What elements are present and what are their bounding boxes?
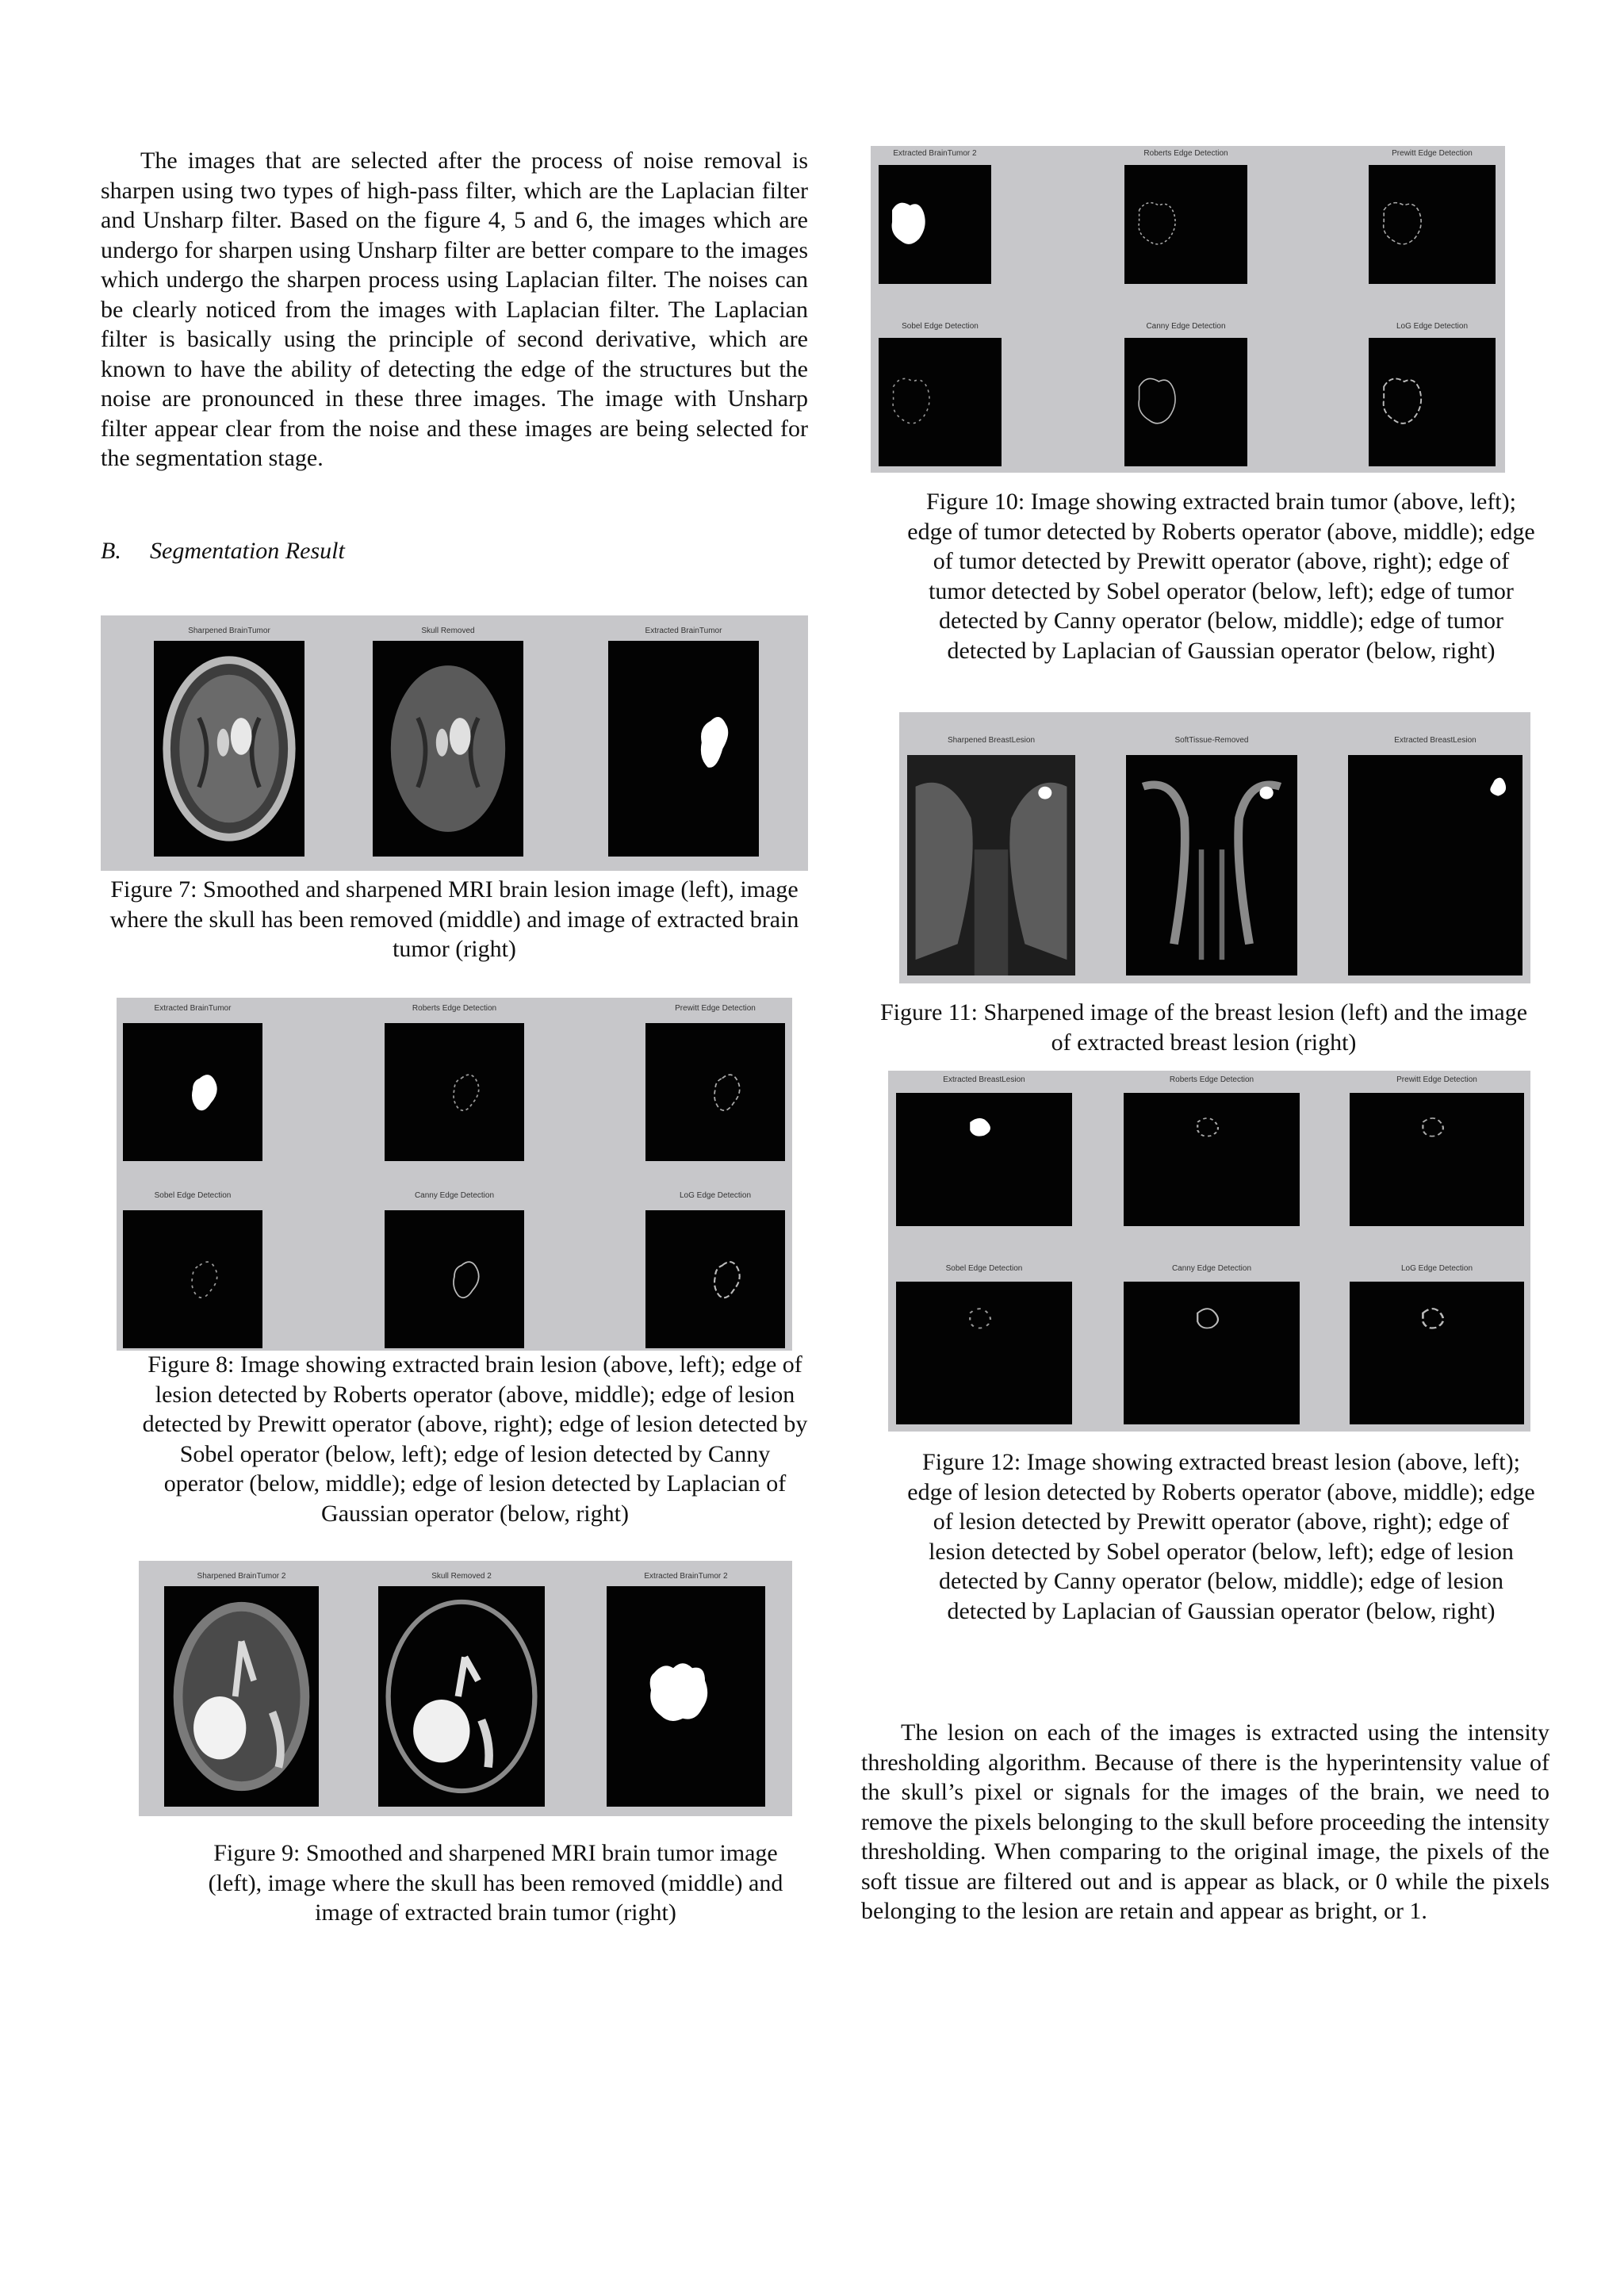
section-title: Segmentation Result xyxy=(150,538,345,564)
fig12-panel-extracted xyxy=(896,1075,1072,1226)
extracted-lesion-image xyxy=(123,1023,262,1161)
fig10-panel-prewitt xyxy=(1369,149,1496,284)
fig12-panel-sobel xyxy=(896,1264,1072,1424)
fig10-panel-title: Sobel Edge Detection xyxy=(902,322,979,331)
edge-image xyxy=(1124,338,1247,466)
fig10-panel-log xyxy=(1369,322,1496,466)
fig7-panel-title: Sharpened BrainTumor xyxy=(188,627,270,635)
fig7-panel-sharpened xyxy=(154,627,304,857)
fig11-panel-title: SoftTissue-Removed xyxy=(1174,736,1249,745)
fig8-panel-sobel xyxy=(123,1191,262,1348)
fig8-panel-title: Roberts Edge Detection xyxy=(412,1004,497,1013)
section-number: B. xyxy=(101,538,121,564)
figure-11-image xyxy=(899,712,1530,983)
fig8-panel-log xyxy=(645,1191,785,1348)
edge-image xyxy=(385,1210,524,1348)
figure-8-image xyxy=(117,998,792,1351)
edge-image xyxy=(896,1282,1072,1424)
intro-paragraph: The images that are selected after the process of noise removal is sharpen using two types of high-pass filter, which are the Laplacian filter and Unsharp filter. Based on the figure 4, 5 and 6, the images which are undergo for sharpen using Unsharp filter are better compare to the images which undergo the sharpen process using Laplacian filter. The noises can be clearly noticed from the images with Laplacian filter. The Laplacian filter is basically using the principle of second derivative, which are known to have the ability of detecting the edge of the structures but the noise are pronounced in these three images. The image with Unsharp filter appear clear from the noise and these images are being selected for the segmentation stage. xyxy=(101,148,808,471)
edge-image xyxy=(645,1023,785,1161)
figure-12-caption: Figure 12: Image showing extracted breast lesion (above, left); edge of lesion detected by Roberts operator (above, middle); edge of lesion detected by Prewitt operator (above, right); edge of lesion detected by Sobel operator (below, left); edge of lesion detected by Canny operator (below, middle); edge of lesion detected by Laplacian of Gaussian operator (below, right) xyxy=(907,1449,1535,1624)
figure-7-image xyxy=(101,615,808,871)
edge-image xyxy=(1124,1093,1300,1226)
figure-10-image xyxy=(871,146,1505,473)
edge-image xyxy=(1369,338,1496,466)
extracted-tumor-image xyxy=(607,1586,765,1807)
fig9-panel-sharpened xyxy=(164,1572,319,1807)
fig11-panel-sharpened xyxy=(907,736,1075,976)
fig12-panel-log xyxy=(1350,1264,1524,1424)
fig12-panel-title: Roberts Edge Detection xyxy=(1169,1075,1254,1084)
fig11-panel-title: Sharpened BreastLesion xyxy=(947,736,1036,745)
fig8-panel-prewitt xyxy=(645,1004,785,1161)
fig11-panel-soft-tissue-removed xyxy=(1126,736,1297,976)
fig10-panel-roberts xyxy=(1124,149,1247,284)
fig8-panel-title: Canny Edge Detection xyxy=(414,1191,495,1200)
fig12-panel-title: Canny Edge Detection xyxy=(1171,1264,1252,1273)
fig10-panel-title: Extracted BrainTumor 2 xyxy=(893,149,977,158)
fig8-panel-canny xyxy=(385,1191,524,1348)
fig10-panel-sobel xyxy=(879,322,1002,466)
figure-10-caption: Figure 10: Image showing extracted brain tumor (above, left); edge of tumor detected by Roberts operator (above, middle); edge of tumor detected by Prewitt operator (above, right); edge of tumor detected by Sobel operator (below, left); edge of tumor detected by Canny operator (below, middle); edge of tumor detected by Laplacian of Gaussian operator (below, right) xyxy=(907,489,1535,664)
figure-9-caption: Figure 9: Smoothed and sharpened MRI brain tumor image (left), image where the skull has been removed (middle) and image of extracted brain tumor (right) xyxy=(208,1840,783,1926)
fig10-panel-title: LoG Edge Detection xyxy=(1396,322,1469,331)
fig12-panel-canny xyxy=(1124,1264,1300,1424)
edge-image xyxy=(879,338,1002,466)
fig11-panel-title: Extracted BreastLesion xyxy=(1394,736,1477,745)
extracted-tumor-image xyxy=(608,641,759,857)
figure-9-image xyxy=(139,1561,792,1816)
fig9-panel-title: Extracted BrainTumor 2 xyxy=(644,1572,728,1581)
fig12-panel-prewitt xyxy=(1350,1075,1524,1226)
fig12-panel-title: Sobel Edge Detection xyxy=(945,1264,1023,1273)
edge-image xyxy=(1350,1093,1524,1226)
fig10-panel-extracted xyxy=(879,149,991,284)
extracted-lesion-image xyxy=(1348,755,1522,976)
closing-paragraph: The lesion on each of the images is extracted using the intensity thresholding algorithm. Because of there is the hyperintensity value of the skull’s pixel or signals for the images of the brain, we need to remove the pixels belonging to the skull before proceeding the intensity thresholding. When comparing to the original image, the pixels of the soft tissue are filtered out and is appear as black, or 0 while the pixels belonging to the lesion are retain and appear as bright, or 1. xyxy=(861,1719,1549,1924)
fig12-panel-title: Prewitt Edge Detection xyxy=(1396,1075,1477,1084)
brain-mri-image xyxy=(154,641,304,857)
brain-mri-image xyxy=(378,1586,545,1807)
brain-mri-image xyxy=(373,641,523,857)
fig7-panel-skull-removed xyxy=(373,627,523,857)
edge-image xyxy=(645,1210,785,1348)
figure-11-caption: Figure 11: Sharpened image of the breast lesion (left) and the image of extracted breast lesion (right) xyxy=(879,999,1528,1056)
fig12-panel-title: LoG Edge Detection xyxy=(1400,1264,1473,1273)
fig10-panel-title: Prewitt Edge Detection xyxy=(1392,149,1473,158)
figure-12-image xyxy=(888,1071,1530,1432)
fig9-panel-title: Sharpened BrainTumor 2 xyxy=(197,1572,286,1581)
fig9-panel-extracted xyxy=(607,1572,765,1807)
extracted-lesion-image xyxy=(896,1093,1072,1226)
edge-image xyxy=(1369,165,1496,284)
breast-mri-image xyxy=(1126,755,1297,976)
fig8-panel-title: Extracted BrainTumor xyxy=(154,1004,232,1013)
fig12-panel-title: Extracted BreastLesion xyxy=(943,1075,1025,1084)
fig7-panel-title: Extracted BrainTumor xyxy=(645,627,722,635)
fig10-panel-title: Canny Edge Detection xyxy=(1146,322,1226,331)
edge-image xyxy=(385,1023,524,1161)
fig12-panel-roberts xyxy=(1124,1075,1300,1226)
edge-image xyxy=(1124,165,1247,284)
fig8-panel-title: LoG Edge Detection xyxy=(679,1191,752,1200)
fig10-panel-title: Roberts Edge Detection xyxy=(1143,149,1228,158)
edge-image xyxy=(123,1210,262,1348)
extracted-tumor-image xyxy=(879,165,991,284)
edge-image xyxy=(1350,1282,1524,1424)
fig9-panel-title: Skull Removed 2 xyxy=(431,1572,492,1581)
fig8-panel-extracted xyxy=(123,1004,262,1161)
fig8-panel-title: Sobel Edge Detection xyxy=(154,1191,232,1200)
fig8-panel-roberts xyxy=(385,1004,524,1161)
section-heading xyxy=(101,538,345,565)
fig7-panel-extracted xyxy=(608,627,759,857)
fig10-panel-canny xyxy=(1124,322,1247,466)
fig7-panel-title: Skull Removed xyxy=(421,627,475,635)
fig9-panel-skull-removed xyxy=(378,1572,545,1807)
brain-mri-image xyxy=(164,1586,319,1807)
figure-8-caption: Figure 8: Image showing extracted brain lesion (above, left); edge of lesion detected by Roberts operator (above, middle); edge of lesion detected by Prewitt operator (above, right); edge of lesion detected by Sobel operator (below, left); edge of lesion detected by Canny operator (below, middle); edge of lesion detected by Laplacian of Gaussian operator (below, right) xyxy=(142,1351,808,1527)
breast-mri-image xyxy=(907,755,1075,976)
edge-image xyxy=(1124,1282,1300,1424)
figure-7-caption: Figure 7: Smoothed and sharpened MRI brain lesion image (left), image where the skull has been removed (middle) and image of extracted brain tumor (right) xyxy=(109,876,799,962)
fig11-panel-extracted xyxy=(1348,736,1522,976)
fig8-panel-title: Prewitt Edge Detection xyxy=(675,1004,756,1013)
